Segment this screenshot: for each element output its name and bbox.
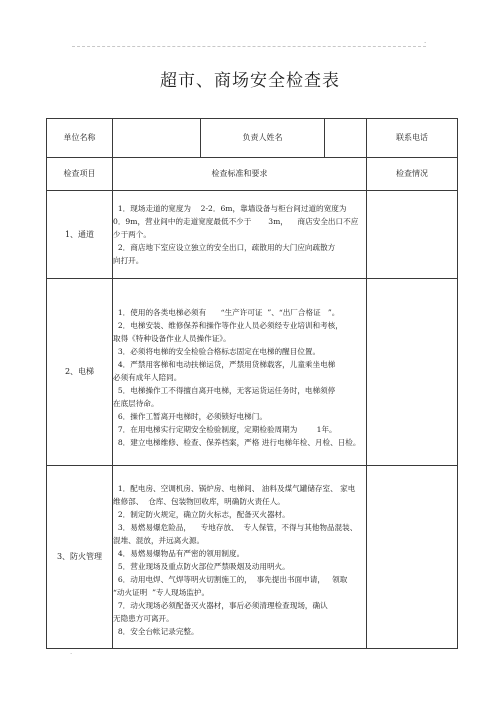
section-name: 3、防火管理: [47, 466, 113, 649]
standard-line: 在底层待命。: [113, 399, 159, 408]
phone-label: 联系电话: [367, 119, 458, 158]
inspection-table: [46, 118, 458, 649]
section-row-passage: [47, 191, 458, 279]
section-status-field[interactable]: [367, 191, 458, 279]
standard-line: 1．配电房、空调机房、锅炉房、电梯间、 油料及煤气罐储存室、 家电: [113, 484, 356, 493]
standard-line: 1．现场走道的宽度为 2-2．6m，靠墙设备与柜台间过道的宽度为: [113, 204, 347, 213]
col-status-header: 检查情况: [367, 158, 458, 191]
standard-line: 3．必须将电梯的安全检验合格标志固定在电梯的醒目位置。: [113, 347, 321, 356]
footer-dot: .: [70, 648, 73, 656]
column-header-row: [47, 158, 458, 191]
section-name: 2、电梯: [47, 279, 113, 466]
manager-name-label: 负责人姓名: [201, 119, 325, 158]
standard-line: 7．动火现场必须配备灭火器材，事后必须清理检查现场，确认: [113, 601, 328, 610]
col-standard-header: 检查标准和要求: [113, 158, 367, 191]
standard-line: 2．制定防火规定，确立防火标志，配备灭火器材。: [113, 510, 290, 519]
page-title: 超市、商场安全检查表: [160, 71, 340, 91]
unit-name-label: 单位名称: [47, 119, 113, 158]
standard-line: 5．电梯操作工不得擅自离开电梯，无客运货运任务时，电梯须停: [113, 386, 336, 395]
section-standards: [113, 466, 367, 649]
standard-line: 4．易燃易爆物品有严密的领用制度。: [113, 549, 245, 558]
section-status-field[interactable]: [367, 279, 458, 466]
standard-line: 必须有成年人陪同。: [113, 373, 182, 382]
header-rule: [72, 46, 426, 47]
standard-line: 8．建立电梯维修、检查、保养档案，严格 进行电梯年检、月检、日检。: [113, 438, 361, 447]
standard-line: 6．动用电焊、气焊等明火切割施工的， 事先提出书面申请， 领取: [113, 575, 348, 584]
standard-line: 向打开。: [113, 256, 144, 265]
standard-line: 1．使用的各类电梯必须有 “生产许可证 ”、“出厂合格证 ”。: [113, 308, 340, 317]
standard-line: 3．易燃易爆危险品， 专地存放、 专人保管，不得与其他物品混装、: [113, 523, 358, 532]
unit-name-field[interactable]: [113, 119, 201, 158]
info-row: [47, 119, 458, 158]
standard-line: 5．营业现场及重点防火部位严禁吸烟及动用明火。: [113, 562, 290, 571]
standard-line: 4．严禁用客梯和电动扶梯运货，严禁用货梯载客，儿童乘坐电梯: [113, 360, 336, 369]
manager-name-field[interactable]: [325, 119, 367, 158]
standard-line: 6．操作工暂离开电梯时，必须锁好电梯门。: [113, 412, 267, 421]
standard-line: “动火证明 ”专人现场监护。: [113, 588, 210, 597]
standard-line: 少于两个。: [113, 230, 151, 239]
section-row-fire: [47, 466, 458, 649]
standard-line: 2．电梯安装、维修保养和操作等作业人员必须经专业培训和考核，: [113, 321, 343, 330]
section-standards: [113, 279, 367, 466]
section-standards: [113, 191, 367, 279]
standard-line: 7．在用电梯实行定期安全检验制度，定期检验周期为 1年。: [113, 425, 337, 434]
standard-line: 2．商店地下室应设立独立的安全出口，疏散用的大门应向疏散方: [113, 243, 336, 252]
standard-line: 取得《特种设备作业人员操作证》。: [113, 334, 231, 343]
standard-line: 维修部、 仓库、包装物回收库，明确防火责任人。: [113, 497, 285, 506]
standard-line: 0．9m，营业间中的走道宽度最低不少于 3m， 商店安全出口不应: [113, 217, 359, 226]
col-item-header: 检查项目: [47, 158, 113, 191]
section-row-elevator: [47, 279, 458, 466]
header-dot: .: [424, 37, 427, 45]
standard-line: 混堆、混放，并远离火源。: [113, 536, 205, 545]
standard-line: 无隐患方可离开。: [113, 614, 174, 623]
section-name: 1、通道: [47, 191, 113, 279]
section-status-field[interactable]: [367, 466, 458, 649]
standard-line: 8．安全台帐记录完整。: [113, 627, 199, 636]
